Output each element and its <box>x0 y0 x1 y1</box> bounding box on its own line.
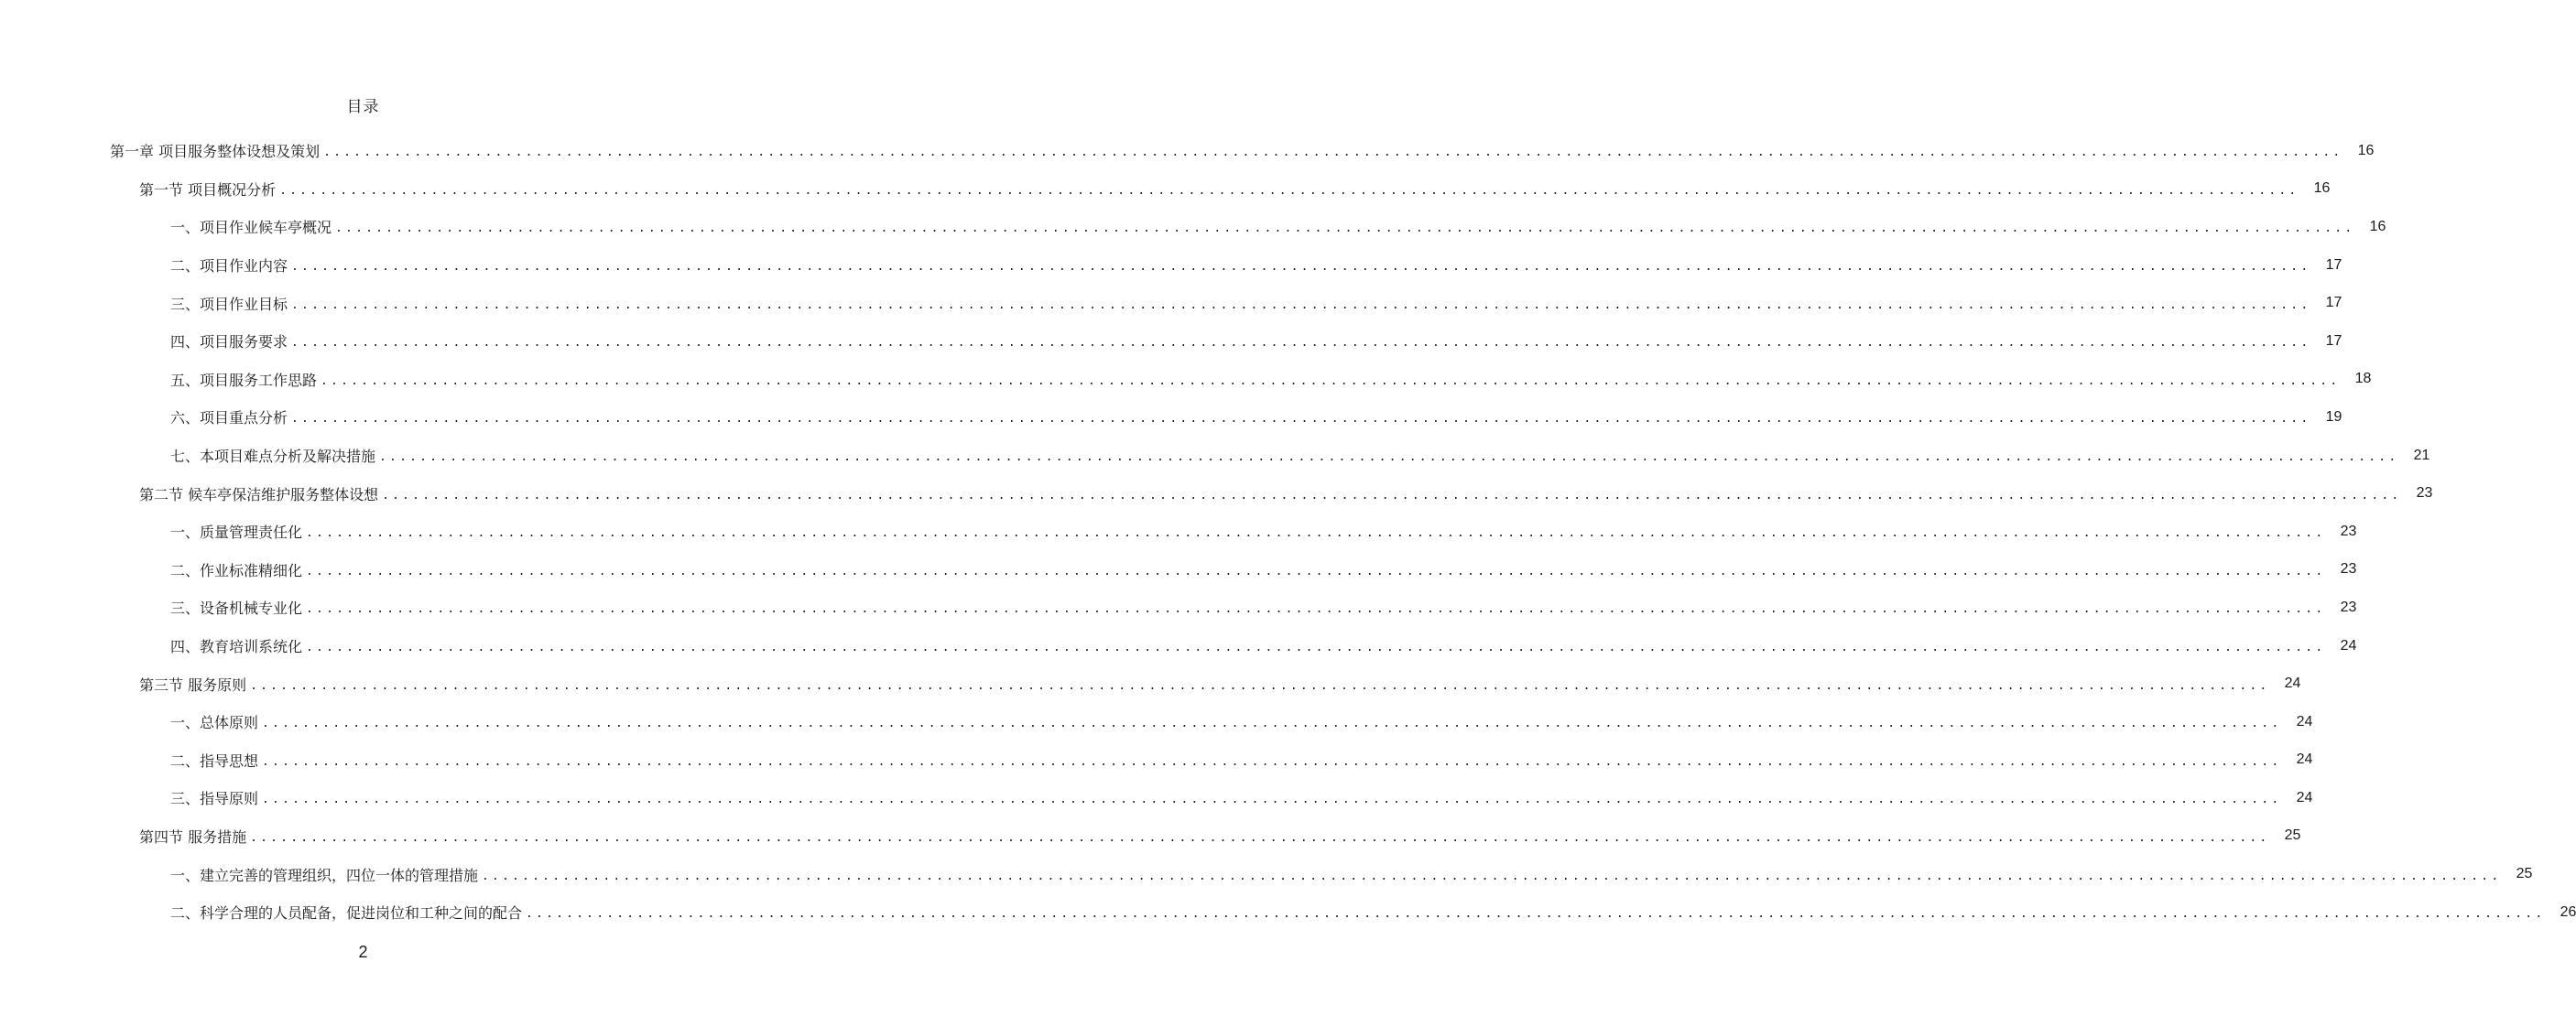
toc-entry[interactable] <box>139 665 2301 703</box>
toc-entry-label: 第三节 服务原则 <box>139 674 250 695</box>
dot-leader: ........................................................................................................................................................................................................ <box>382 488 2402 503</box>
dot-leader: ........................................................................................................................................................................................................ <box>306 602 2326 617</box>
toc-entry[interactable] <box>110 132 2375 170</box>
toc-entry[interactable] <box>170 855 2533 893</box>
toc-entry-label: 六、项目重点分析 <box>170 406 291 427</box>
dot-leader: ........................................................................................................................................................................................................ <box>379 450 2399 465</box>
toc-entry[interactable] <box>170 893 2576 932</box>
toc-entry[interactable] <box>139 817 2301 856</box>
dot-leader: ........................................................................................................................................................................................................ <box>482 869 2502 883</box>
toc-entry-page-number: 16 <box>2313 180 2331 197</box>
toc-entry[interactable] <box>139 474 2433 513</box>
toc-entry-page-number: 24 <box>2284 676 2301 692</box>
dot-leader: ........................................................................................................................................................................................................ <box>306 526 2326 541</box>
toc-entry[interactable] <box>170 627 2357 665</box>
toc-entry-page-number: 16 <box>2357 142 2375 158</box>
toc-entry-label: 四、教育培训系统化 <box>170 635 306 656</box>
toc-entry-page-number: 25 <box>2516 866 2533 882</box>
toc-entry-label: 三、项目作业目标 <box>170 293 291 314</box>
toc-entry-page-number: 23 <box>2340 561 2357 578</box>
dot-leader: ........................................................................................................................................................................................................ <box>291 297 2311 312</box>
toc-entry-page-number: 17 <box>2325 332 2342 349</box>
toc-entry[interactable] <box>170 513 2357 551</box>
toc-entry-label: 二、项目作业内容 <box>170 254 291 276</box>
toc-entry-page-number: 23 <box>2416 485 2433 502</box>
toc-entry-page-number: 24 <box>2296 789 2313 805</box>
dot-leader: ........................................................................................................................................................................................................ <box>262 717 2282 731</box>
toc-entry[interactable] <box>170 208 2386 246</box>
toc-entry[interactable] <box>170 703 2313 741</box>
toc-list <box>0 132 2576 931</box>
dot-leader: ........................................................................................................................................................................................................ <box>262 754 2282 769</box>
toc-entry-page-number: 23 <box>2340 523 2357 539</box>
toc-entry[interactable] <box>170 589 2357 627</box>
toc-entry-label: 二、科学合理的人员配备，促进岗位和工种之间的配合 <box>170 902 526 923</box>
toc-entry[interactable] <box>170 741 2313 780</box>
toc-entry-page-number: 17 <box>2325 256 2342 273</box>
page-number: 2 <box>358 943 368 961</box>
toc-entry[interactable] <box>170 779 2313 817</box>
toc-entry-page-number: 17 <box>2325 295 2342 311</box>
toc-entry-page-number: 24 <box>2296 751 2313 768</box>
toc-entry-page-number: 19 <box>2325 408 2342 425</box>
toc-entry-label: 第一节 项目概况分析 <box>139 178 279 200</box>
toc-entry-label: 三、设备机械专业化 <box>170 597 306 618</box>
toc-entry-page-number: 25 <box>2284 827 2301 844</box>
toc-entry[interactable] <box>170 246 2342 285</box>
toc-entry[interactable] <box>170 551 2357 589</box>
dot-leader: ........................................................................................................................................................................................................ <box>306 641 2326 655</box>
toc-entry-label: 三、指导原则 <box>170 787 262 808</box>
toc-entry-label: 一、项目作业候车亭概况 <box>170 216 335 237</box>
toc-entry-page-number: 24 <box>2296 713 2313 730</box>
toc-entry-label: 一、建立完善的管理组织，四位一体的管理措施 <box>170 864 482 885</box>
dot-leader: ........................................................................................................................................................................................................ <box>250 830 2270 845</box>
toc-entry-label: 第四节 服务措施 <box>139 826 250 847</box>
toc-entry-label: 第一章 项目服务整体设想及策划 <box>110 140 323 161</box>
dot-leader: ........................................................................................................................................................................................................ <box>323 146 2343 160</box>
toc-entry[interactable] <box>170 398 2342 437</box>
toc-entry-label: 一、总体原则 <box>170 711 262 732</box>
dot-leader: ........................................................................................................................................................................................................ <box>291 412 2311 427</box>
toc-entry-page-number: 24 <box>2340 637 2357 654</box>
toc-entry-label: 二、指导思想 <box>170 750 262 771</box>
dot-leader: ........................................................................................................................................................................................................ <box>279 183 2299 198</box>
toc-entry-label: 第二节 候车亭保洁维护服务整体设想 <box>139 483 382 504</box>
toc-entry-page-number: 23 <box>2340 599 2357 615</box>
toc-entry[interactable] <box>170 361 2372 399</box>
dot-leader: ........................................................................................................................................................................................................ <box>335 222 2355 236</box>
toc-entry-label: 四、项目服务要求 <box>170 330 291 351</box>
toc-entry-label: 七、本项目难点分析及解决措施 <box>170 445 379 466</box>
toc-entry-page-number: 16 <box>2369 218 2386 234</box>
toc-entry-label: 五、项目服务工作思路 <box>170 369 321 390</box>
dot-leader: ........................................................................................................................................................................................................ <box>291 336 2311 351</box>
toc-entry[interactable] <box>170 322 2342 361</box>
dot-leader: ........................................................................................................................................................................................................ <box>306 564 2326 578</box>
dot-leader: ........................................................................................................................................................................................................ <box>262 793 2282 807</box>
toc-entry[interactable] <box>170 437 2430 475</box>
dot-leader: ........................................................................................................................................................................................................ <box>321 373 2341 388</box>
dot-leader: ........................................................................................................................................................................................................ <box>291 260 2311 275</box>
toc-entry-page-number: 26 <box>2560 903 2576 920</box>
dot-leader: ........................................................................................................................................................................................................ <box>250 678 2270 693</box>
toc-entry-label: 一、质量管理责任化 <box>170 521 306 542</box>
toc-entry[interactable] <box>170 284 2342 322</box>
toc-entry-page-number: 18 <box>2354 371 2372 387</box>
dot-leader: ........................................................................................................................................................................................................ <box>526 907 2546 922</box>
toc-entry-page-number: 21 <box>2413 447 2430 463</box>
toc-entry-label: 二、作业标准精细化 <box>170 559 306 580</box>
toc-title: 目录 <box>346 98 380 116</box>
toc-entry[interactable] <box>139 170 2331 209</box>
